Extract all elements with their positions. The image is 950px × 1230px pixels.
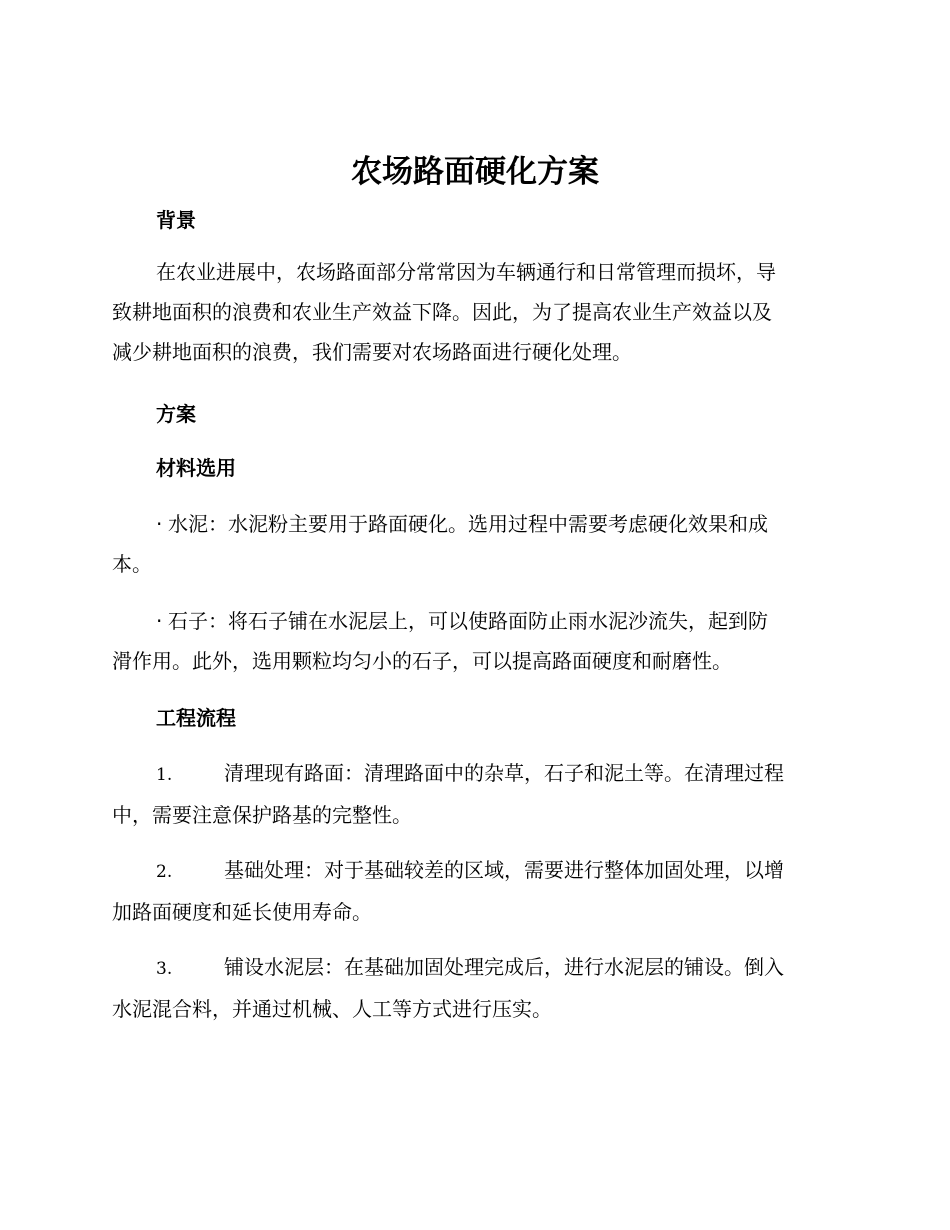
paragraph-line: 在农业进展中，农场路面部分常常因为车辆通行和日常管理而损坏，导 [156,260,776,284]
step-first-line [112,947,832,989]
step-continuation-line: 中，需要注意保护路基的完整性。 [112,803,412,827]
step-first-line [112,753,832,795]
bullet-continuation-line: 本。 [112,552,152,576]
bullet-dot-icon: · [156,609,163,633]
paragraph-line: 致耕地面积的浪费和农业生产效益下降。因此，为了提高农业生产效益以及 [112,300,772,324]
step-continuation-line: 水泥混合料，并通过机械、人工等方式进行压实。 [112,997,552,1021]
step-text: 铺设水泥层：在基础加固处理完成后，进行水泥层的铺设。倒入 [224,955,784,979]
process-step-2 [112,850,832,932]
step-number: 2. [156,862,173,882]
heading-background: 背景 [156,208,196,232]
bullet-first-line [112,601,832,641]
step-number: 1. [156,765,173,785]
background-paragraph [112,252,832,372]
paragraph-line: 减少耕地面积的浪费，我们需要对农场路面进行硬化处理。 [112,340,632,364]
heading-plan: 方案 [156,402,196,426]
process-step-3 [112,947,832,1029]
page-title: 农场路面硬化方案 [351,154,599,190]
step-text: 基础处理：对于基础较差的区域，需要进行整体加固处理，以增 [224,858,784,882]
step-first-line [112,850,832,892]
heading-process: 工程流程 [156,706,236,730]
step-continuation-line: 加路面硬度和延长使用寿命。 [112,900,372,924]
bullet-first-line [112,504,832,544]
bullet-dot-icon: · [156,512,163,536]
bullet-item-cement [112,504,832,584]
step-number: 3. [156,959,173,979]
bullet-text: 水泥：水泥粉主要用于路面硬化。选用过程中需要考虑硬化效果和成 [168,512,768,536]
step-text: 清理现有路面：清理路面中的杂草，石子和泥土等。在清理过程 [224,761,784,785]
bullet-item-gravel [112,601,832,681]
heading-materials: 材料选用 [156,456,236,480]
process-step-1 [112,753,832,835]
bullet-text: 石子：将石子铺在水泥层上，可以使路面防止雨水泥沙流失，起到防 [168,609,768,633]
bullet-continuation-line: 滑作用。此外，选用颗粒均匀小的石子，可以提高路面硬度和耐磨性。 [112,649,732,673]
